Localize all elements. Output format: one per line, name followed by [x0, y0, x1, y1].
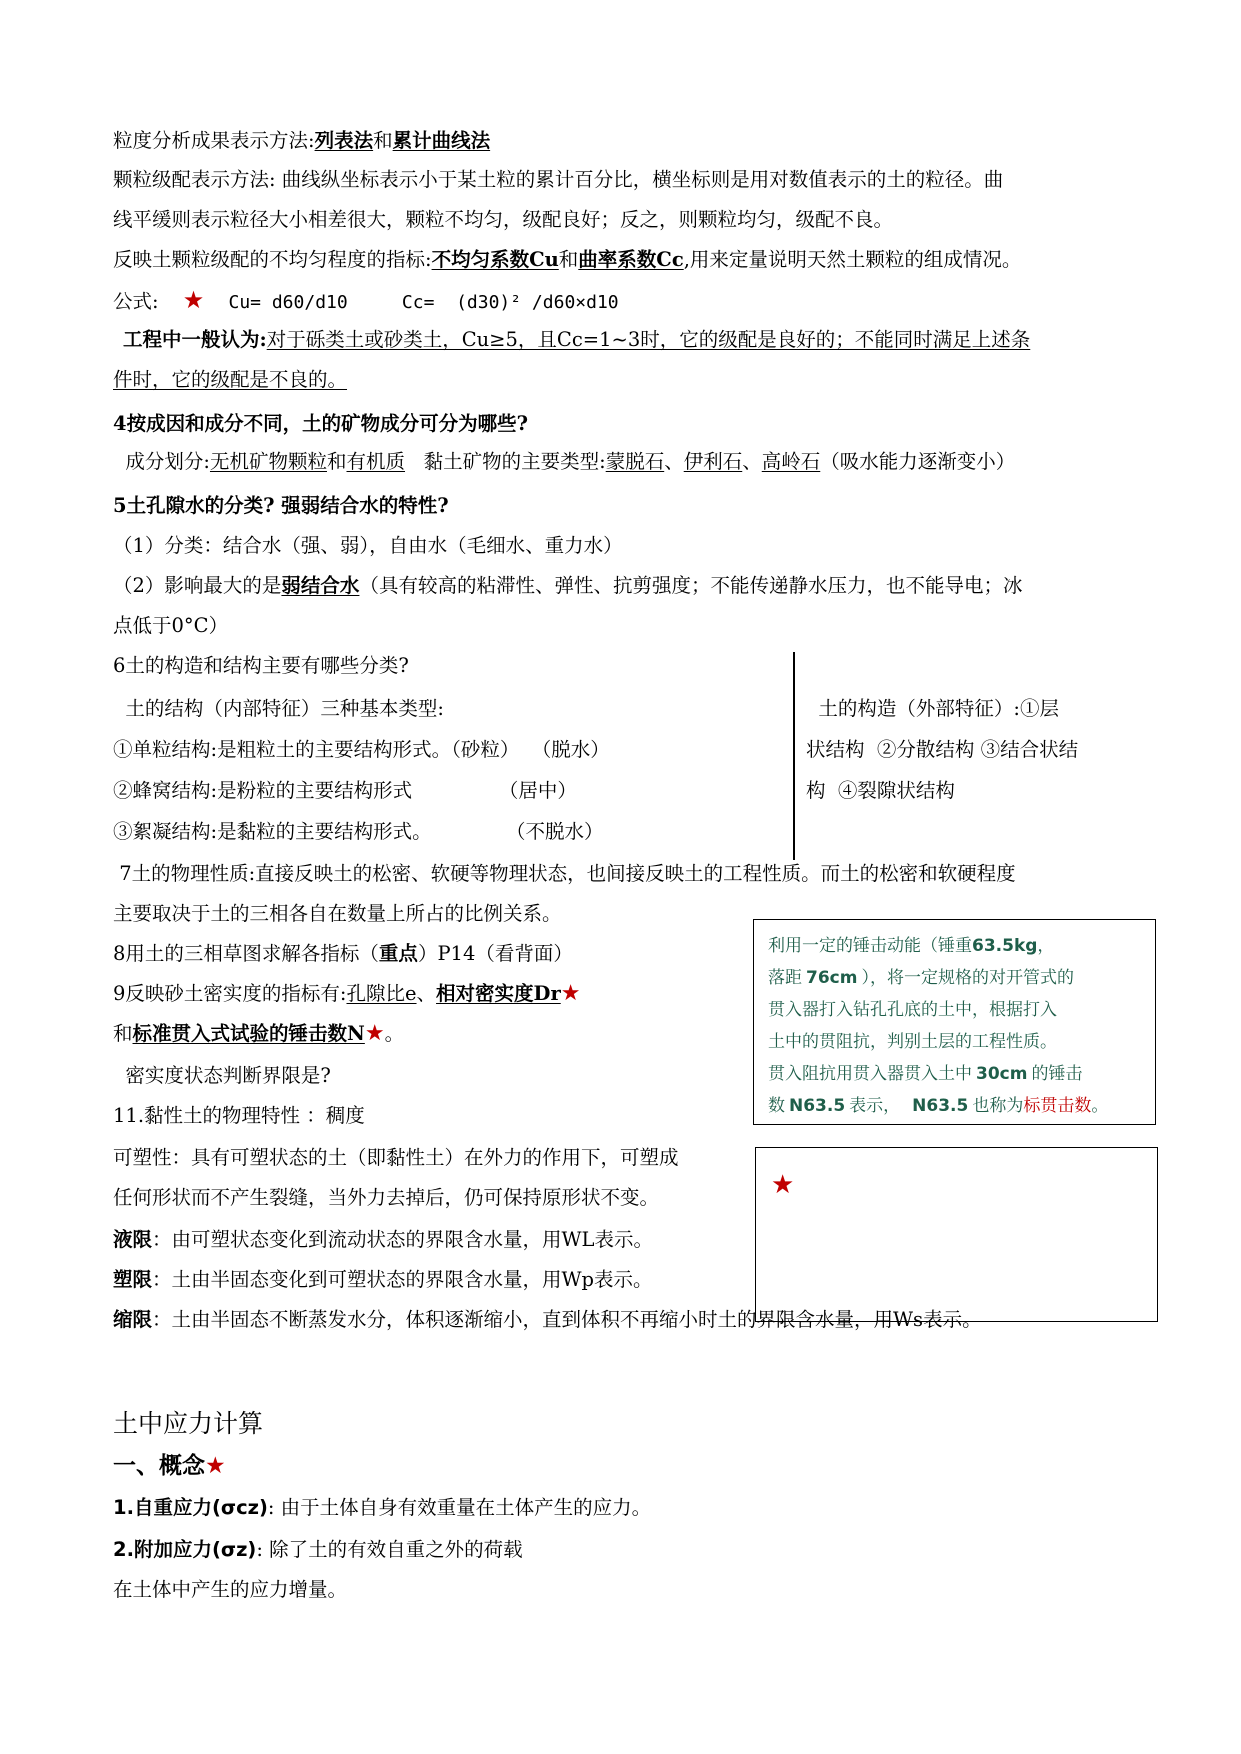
- paragraph-line: [113, 940, 573, 968]
- index-line: [113, 246, 1021, 274]
- concept-line: [113, 1536, 523, 1564]
- value: N63.5: [912, 1096, 969, 1116]
- paragraph-line: [113, 572, 1022, 600]
- key-term: 塑限: [113, 1268, 153, 1291]
- key-term: 相对密实度Dr: [436, 982, 561, 1005]
- text: : 由于土体自身有效重量在土体产生的应力。: [267, 1496, 652, 1519]
- text: 和: [558, 248, 579, 271]
- box-line: [768, 962, 1141, 994]
- key-term: 工程中一般认为:: [123, 328, 267, 351]
- text: 利用一定的锤击动能（锤重: [768, 936, 972, 956]
- key-term: 不均匀系数Cu: [431, 248, 559, 271]
- structure-line: ①单粒结构:是粗粒土的主要结构形式。（砂粒） （脱水）: [113, 738, 610, 761]
- text: : 除了土的有效自重之外的荷载: [256, 1538, 523, 1561]
- text: 一、概念: [113, 1453, 205, 1479]
- text: ：土由半固态变化到可塑状态的界限含水量，用Wp表示。: [152, 1268, 653, 1291]
- engineering-line: [113, 326, 1030, 354]
- structure-line: ③絮凝结构:是黏粒的主要结构形式。 （不脱水）: [113, 820, 604, 843]
- box-line: 土中的贯阻抗，判别土层的工程性质。: [768, 1032, 1057, 1052]
- text: 成分划分:: [113, 450, 210, 473]
- text: 和: [373, 129, 393, 152]
- plastic-limit-line: [113, 1266, 653, 1294]
- text: ），将一定规格的对开管式的: [861, 968, 1074, 988]
- star-icon: ★: [364, 1021, 385, 1046]
- value: 76cm: [806, 968, 858, 988]
- subsection-title: [113, 1447, 226, 1480]
- key-term: 无机矿物颗粒: [209, 450, 327, 473]
- text: 。: [1091, 1096, 1109, 1116]
- text: 落距: [768, 968, 802, 988]
- text: 、: [416, 982, 437, 1005]
- text: （2）影响最大的是: [113, 574, 282, 597]
- construction-line: 构 ④裂隙状结构: [806, 779, 955, 802]
- spt-note-box: [753, 919, 1156, 1125]
- question-heading: 5土孔隙水的分类? 强弱结合水的特性?: [113, 494, 449, 517]
- paragraph-line: 可塑性：具有可塑状态的土（即黏性土）在外力的作用下，可塑成: [113, 1146, 679, 1169]
- key-term: 重点: [378, 942, 418, 965]
- text: 和: [326, 450, 347, 473]
- section-title: 土中应力计算: [113, 1409, 264, 1438]
- box-line: 贯入器打入钻孔孔底的土中，根据打入: [768, 1000, 1057, 1020]
- text: 也称为: [972, 1096, 1024, 1116]
- key-term: 缩限: [113, 1308, 153, 1331]
- construction-line: 状结构 ②分散结构 ③结合状结: [806, 738, 1079, 761]
- text: （具有较高的粘滞性、弹性、抗剪强度；不能传递静水压力，也不能导电；冰: [359, 574, 1023, 597]
- structure-line: ②蜂窝结构:是粉粒的主要结构形式 （居中）: [113, 779, 577, 802]
- text: 、: [664, 450, 684, 473]
- density-line: [113, 980, 580, 1008]
- paragraph-line: 7土的物理性质:直接反映土的松密、软硬等物理状态，也间接反映土的工程性质。而土的松密和软硬程度: [113, 862, 1016, 885]
- key-term: 蒙脱石: [605, 450, 665, 473]
- box-line: [768, 1058, 1141, 1090]
- empty-note-box: [755, 1147, 1158, 1322]
- key-term: 累计曲线法: [392, 129, 491, 152]
- paragraph-line: 任何形状而不产生裂缝，当外力去掉后，仍可保持原形状不变。: [113, 1186, 660, 1209]
- text: 9反映砂土密实度的指标有:: [113, 982, 347, 1005]
- paragraph-line: 颗粒级配表示方法: 曲线纵坐标表示小于某土粒的累计百分比，横坐标则是用对数值表示的土的粒径。曲: [113, 168, 1004, 191]
- star-icon: ★: [182, 286, 205, 314]
- text: 8用土的三相草图求解各指标（: [113, 942, 379, 965]
- construction-line: 土的构造（外部特征）:①层: [806, 697, 1059, 720]
- question-heading: 6土的构造和结构主要有哪些分类?: [113, 654, 409, 677]
- text: ，: [1037, 936, 1055, 956]
- formula-line: [113, 286, 619, 317]
- liquid-limit-line: [113, 1226, 653, 1254]
- text: ,用来定量说明天然土颗粒的组成情况。: [683, 248, 1022, 271]
- value: N63.5: [789, 1096, 846, 1116]
- key-term: 2.附加应力(σz): [113, 1538, 257, 1561]
- text: 、: [742, 450, 762, 473]
- paragraph-line: 主要取决于土的三相各自在数量上所占的比例关系。: [113, 902, 562, 925]
- paragraph-line: 线平缓则表示粒径大小相差很大，颗粒不均匀，级配良好；反之，则颗粒均匀，级配不良。: [113, 208, 894, 231]
- text: ：由可塑状态变化到流动状态的界限含水量，用WL表示。: [152, 1228, 654, 1251]
- grading-method-line: [113, 127, 490, 155]
- box-line: [768, 930, 1141, 962]
- text: 反映土颗粒级配的不均匀程度的指标:: [113, 248, 432, 271]
- paragraph-line: （1）分类：结合水（强、弱），自由水（毛细水、重力水）: [113, 534, 623, 557]
- key-term: 1.自重应力(σcz): [113, 1496, 268, 1519]
- star-icon: ★: [560, 981, 581, 1006]
- text: 和: [113, 1022, 133, 1045]
- key-term: 孔隙比e: [346, 982, 417, 1005]
- key-term: 有机质: [346, 450, 406, 473]
- text: 的锤击: [1031, 1064, 1083, 1084]
- density-line: [113, 1020, 404, 1048]
- text: 表示，: [849, 1096, 901, 1116]
- text: 公式:: [113, 290, 159, 313]
- paragraph-line: 件时，它的级配是不良的。: [113, 368, 348, 391]
- concept-line: [113, 1494, 651, 1522]
- text: 粒度分析成果表示方法:: [113, 129, 315, 152]
- text: 贯入阻抗用贯入器贯入土中: [768, 1064, 972, 1084]
- key-term: 伊利石: [683, 450, 743, 473]
- column-divider: [793, 652, 795, 860]
- star-icon: ★: [771, 1170, 795, 1200]
- paragraph-line: 密实度状态判断界限是?: [113, 1064, 331, 1087]
- key-term: 列表法: [314, 129, 374, 152]
- text: 黏土矿物的主要类型:: [405, 450, 606, 473]
- text: ：土由半固态不断蒸发水分，体积逐渐缩小，直到体积不再缩小时土的界限含水量，用Ws表示。: [152, 1308, 982, 1331]
- question-heading: 4按成因和成分不同，土的矿物成分可分为哪些?: [113, 412, 528, 435]
- paragraph-line: 点低于0°C）: [113, 614, 229, 637]
- text: 。: [384, 1022, 405, 1045]
- text: （吸水能力逐渐变小）: [820, 450, 1016, 473]
- highlight-text: 标贯击数: [1023, 1096, 1092, 1116]
- key-term: 弱结合水: [281, 574, 360, 597]
- paragraph-line: 11.黏性土的物理特性 ：稠度: [113, 1104, 365, 1127]
- concept-line: 在土体中产生的应力增量。: [113, 1578, 348, 1601]
- value: 30cm: [976, 1064, 1028, 1084]
- key-term: 曲率系数Cc: [578, 248, 684, 271]
- box-line: [768, 1090, 1141, 1122]
- key-term: 标准贯入式试验的锤击数N: [132, 1022, 365, 1045]
- text: ）P14（看背面）: [417, 942, 573, 965]
- structure-line: 土的结构（内部特征）三种基本类型:: [113, 697, 444, 720]
- star-icon: ★: [205, 1453, 226, 1479]
- formula: Cu= d60/d10 Cc= (d30)² /d60×d10: [228, 292, 619, 313]
- key-term: 液限: [113, 1228, 153, 1251]
- underlined-text: 对于砾类土或砂类土，Cu≥5，且Cc=1~3时，它的级配是良好的；不能同时满足上述条: [266, 328, 1031, 351]
- mineral-line: [113, 448, 1015, 476]
- value: 63.5kg: [972, 936, 1038, 956]
- key-term: 高岭石: [761, 450, 821, 473]
- text: 数: [768, 1096, 785, 1116]
